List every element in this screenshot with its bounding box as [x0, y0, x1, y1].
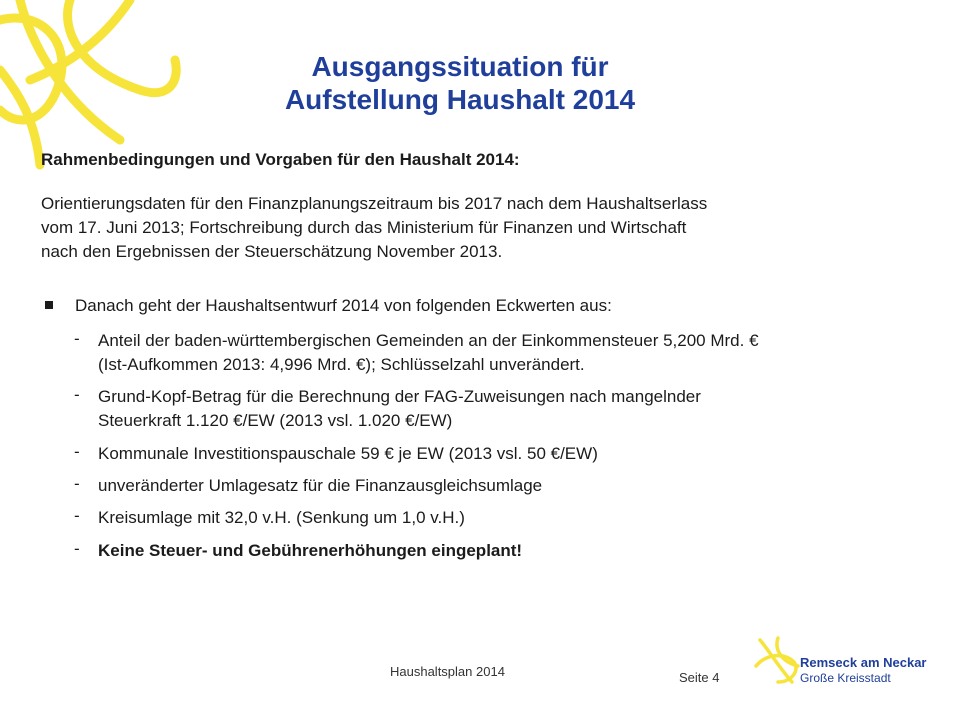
intro-line: Orientierungsdaten für den Finanzplanungszeitraum bis 2017 nach dem Haushaltserlass [41, 194, 708, 213]
bullet-text: Danach geht der Haushaltsentwurf 2014 von folgenden Eckwerten aus: [75, 296, 612, 315]
dash-marker: - [74, 506, 80, 525]
dash-marker: - [74, 442, 80, 461]
square-bullet-icon [45, 301, 53, 309]
title-line-2: Aufstellung Haushalt 2014 [284, 84, 636, 115]
list-item-line: Steuerkraft 1.120 €/EW (2013 vsl. 1.020 €/EW) [98, 411, 453, 430]
list-item-line: Anteil der baden-württembergischen Gemeinden an der Einkommensteuer 5,200 Mrd. € [98, 331, 759, 350]
list-item-line: Kreisumlage mit 32,0 v.H. (Senkung um 1,0 v.H.) [98, 508, 465, 527]
logo-name: Remseck am Neckar [800, 655, 927, 670]
bullet-point [45, 296, 612, 316]
page-number: Seite 4 [679, 670, 720, 685]
title-line-1: Ausgangssituation für [311, 51, 609, 82]
logo-subtitle: Große Kreisstadt [800, 671, 891, 685]
list-item-line: Keine Steuer- und Gebührenerhöhungen eingeplant! [98, 541, 523, 560]
subheading: Rahmenbedingungen und Vorgaben für den Haushalt 2014: [41, 150, 520, 169]
dash-marker: - [74, 539, 80, 558]
footer-label: Haushaltsplan 2014 [390, 664, 505, 679]
dash-marker: - [74, 474, 80, 493]
slide-title [250, 50, 670, 116]
list-item-line: (Ist-Aufkommen 2013: 4,996 Mrd. €); Schlüsselzahl unverändert. [98, 355, 585, 374]
intro-line: nach den Ergebnissen der Steuerschätzung November 2013. [41, 242, 503, 261]
intro-line: vom 17. Juni 2013; Fortschreibung durch das Ministerium für Finanzen und Wirtschaft [41, 218, 687, 237]
dash-marker: - [74, 385, 80, 404]
dash-marker: - [74, 329, 80, 348]
list-item-line: unveränderter Umlagesatz für die Finanzausgleichsumlage [98, 476, 543, 495]
list-item-line: Kommunale Investitionspauschale 59 € je EW (2013 vsl. 50 €/EW) [98, 444, 598, 463]
intro-paragraph [41, 192, 921, 264]
list-item-line: Grund-Kopf-Betrag für die Berechnung der FAG-Zuweisungen nach mangelnder [98, 387, 701, 406]
